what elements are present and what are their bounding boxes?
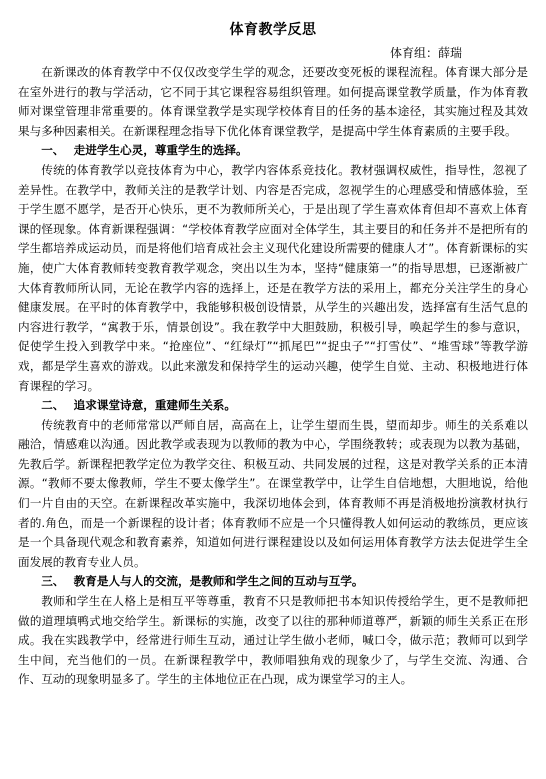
section-number: 一、 [41,143,65,158]
intro-paragraph: 在新课改的体育教学中不仅仅改变学生学的观念，还要改变死板的课程流程。体育课大部分是在室外进行的教与学活动，它不同于其它课程容易组织管理。如何提高课堂教学质量，作为体育教师对课堂管理非常重要的。体育课堂教学是实现学校体育目的任务的基本途径，其实施过程及其效果与多种因素相关。在新课程理念指导下优化体育课堂教学，是提高中学生体育素质的主要手段。 [18,65,528,138]
document-page [18,20,528,770]
document-author: 体育组：薛瑞 [389,46,462,60]
section-number: 三、 [41,574,65,589]
section-body: 传统教育中的老师常常以严师自居，高高在上，让学生望而生畏，望而却步。师生的关系难以融洽，情感难以沟通。因此教学或表现为以教师的教为中心，学围绕教转；或表现为以教为基础，先教后学。新课程把教学定位为教学交往、积极互动、共同发展的过程，这是对教学关系的正本清源。“教师不要太像教师，学生不要太像学生”。在课堂教学中，让学生自信地想，大胆地说，给他们一片自由的天空。在新课程改革实施中，我深切地体会到，体育教师不再是消极地扮演教材执行者的.角色，而是一个新课程的设计者；体育教师不应是一个只懂得教人如何运动的教练员，更应该是一个具备现代观念和教育素养，知道如何进行课程建设以及如何运用体育教学方法去促进学生全面发展的教育专业人员。 [18,417,528,569]
section-body: 传统的体育教学以竞技体育为中心，教学内容体系竞技化。教材强调权威性，指导性，忽视了差异性。在教学中，教师关注的是教学计划、内容是否完成，忽视学生的心理感受和情感体验，至于学生愿不愿学，是否开心快乐，更不为教师所关心，于是出现了学生喜欢体育但却不喜欢上体育课的怪现象。体育新课程强调：“学校体育教学应面对全体学生，其主要目的和任务并不是把所有的学生都培养成运动员，而是将他们培育成社会主义现代化建设所需要的健康人才”。体育新课标的实施，使广大体育教师转变教育教学观念，突出以生为本，坚持“健康第一”的指导思想，已逐渐被广大体育教师所认同，无论在教学内容的选择上，还是在教学方法的采用上，都充分关注学生的身心健康发展。在平时的体育教学中，我能够积极创设情景，从学生的兴趣出发，选择富有生活气息的内容进行教学，“寓教于乐，情景创设”。我在教学中大胆鼓励，积极引导，唤起学生的参与意识，促使学生投入到教学中来。“抢座位”、“红绿灯”“抓尾巴”“捉虫子”“打雪仗”、“堆雪球”等教学游戏，都是学生喜欢的游戏。以此来激发和保持学生的运动兴趣，使学生自觉、主动、积极地进行体育课程的学习。 [18,162,528,393]
section-number: 二、 [41,398,65,413]
section-heading [18,396,528,416]
section-heading-text: 追求课堂诗意，重建师生关系。 [73,398,236,413]
section-heading-text: 走进学生心灵，尊重学生的选择。 [73,143,248,158]
document-title: 体育教学反思 [229,22,317,38]
section-body: 教师和学生在人格上是相互平等尊重，教育不只是教师把书本知识传授给学生，更不是教师把做的道理填鸭式地交给学生。新课标的实施，改变了以往的那种师道尊严，新颖的师生关系正在形成。我在实践教学中，经常进行师生互动，通过让学生做小老师，喊口令，做示范；教师可以到学生中间，充当他们的一员。在新课程教学中，教师唱独角戏的现象少了，与学生交流、沟通、合作、互动的现象明显多了。学生的主体地位正在凸现，成为课堂学习的主人。 [18,594,528,687]
section-heading-text: 教育是人与人的交流，是教师和学生之间的互动与互学。 [73,574,364,589]
section-heading [18,572,528,592]
section-heading [18,141,528,161]
